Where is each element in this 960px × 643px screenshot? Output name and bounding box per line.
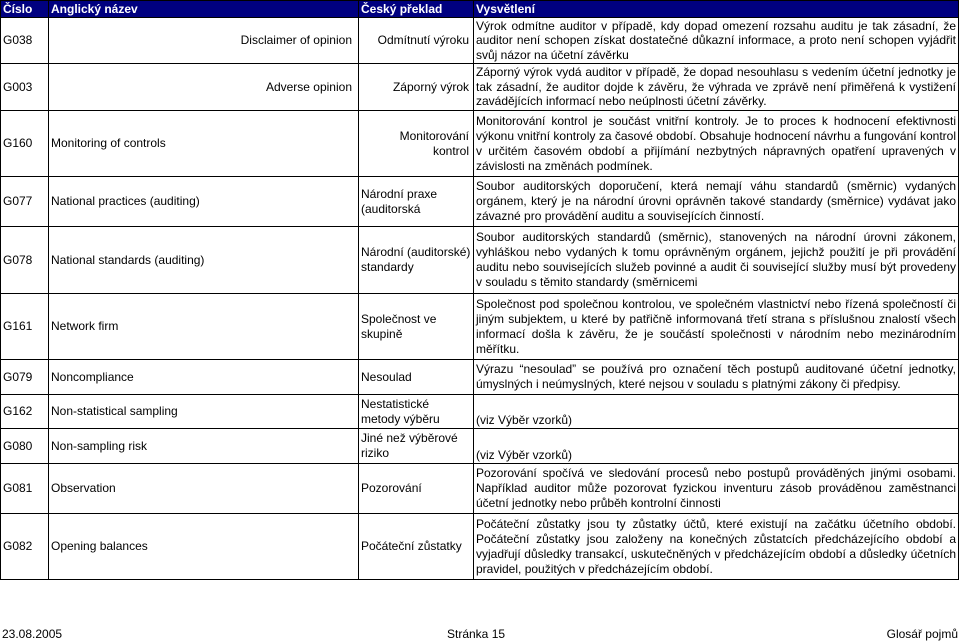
table-row [1,64,959,111]
table-row [1,429,959,464]
term-english: Non-statistical sampling [49,395,359,429]
term-code: G162 [1,395,49,429]
term-explanation: Počáteční zůstatky jsou ty zůstatky účtů, které existují na začátku účetního období. Počáteční zůstatky jsou založeny na konečných zůstatcích předcházejícího období a vyjadřují důsledky transakcí, uskutečněných v předcházejícím období a důsledky účetních pravidel, použitých v předcházejícím období. [474,514,959,580]
table-row [1,360,959,395]
header-english: Anglický název [49,1,359,18]
table-row [1,464,959,514]
header-explanation: Vysvětlení [474,1,959,18]
term-czech: Národní (auditorské) standardy [359,227,474,294]
table-row [1,395,959,429]
term-czech: Odmítnutí výroku [359,18,474,64]
term-code: G078 [1,227,49,294]
header-number: Číslo [1,1,49,18]
term-english: Monitoring of controls [49,111,359,177]
term-explanation: Monitorování kontrol je součást vnitřní kontroly. Je to proces k hodnocení efektivnosti výkonu vnitřní kontroly za časové období. Obsahuje hodnocení návrhu a fungování kontrol v určitém časovém období a přijímání nezbytných nápravných opatření upravených v závislosti na změnách podmínek. [474,111,959,177]
term-czech: Pozorování [359,464,474,514]
term-english: National practices (auditing) [49,177,359,227]
term-explanation: Výrok odmítne auditor v případě, kdy dopad omezení rozsahu auditu je tak zásadní, že auditor není schopen získat dostatečné důkazní informace, a proto není schopen vyjádřit svůj názor na účetní závěrku [474,18,959,64]
term-english: Network firm [49,294,359,360]
footer-date: 23.08.2005 [2,627,63,641]
term-code: G160 [1,111,49,177]
term-english: Opening balances [49,514,359,580]
term-explanation: (viz Výběr vzorků) [474,395,959,429]
term-code: G080 [1,429,49,464]
term-czech: Nesoulad [359,360,474,395]
term-explanation: Společnost pod společnou kontrolou, ve společném vlastnictví nebo řízená společností či jiným subjektem, u které by patřičně informovaná třetí strana s příslušnou znalostí všech informací došla k závěru, že je součástí společnosti v národním nebo mezinárodním měřítku. [474,294,959,360]
term-english: Observation [49,464,359,514]
table-header-row [1,1,959,18]
term-code: G082 [1,514,49,580]
term-english: Disclaimer of opinion [49,18,359,64]
term-english: Adverse opinion [49,64,359,111]
table-row [1,294,959,360]
term-explanation: Záporný výrok vydá auditor v případě, že dopad nesouhlasu s vedením účetní jednotky je tak zásadní, že auditor dojde k závěru, že výhrada ve zprávě není přiměřená k vystižení zavádějících informací nebo neúplnosti účetní závěrky. [474,64,959,111]
table-row [1,177,959,227]
term-czech: Nestatistické metody výběru [359,395,474,429]
term-code: G003 [1,64,49,111]
term-czech: Monitorování kontrol [359,111,474,177]
term-english: Noncompliance [49,360,359,395]
term-english: National standards (auditing) [49,227,359,294]
term-czech: Národní praxe (auditorská [359,177,474,227]
table-row [1,227,959,294]
table-row [1,111,959,177]
table-row [1,18,959,64]
term-code: G081 [1,464,49,514]
term-explanation: Výrazu “nesoulad” se používá pro označení těch postupů auditované účetní jednotky, úmyslných i neúmyslných, které nejsou v souladu s platnými zákony či předpisy. [474,360,959,395]
term-explanation: Soubor auditorských doporučení, která nemají váhu standardů (směrnic) vydaných orgánem, který je na národní úrovni oprávněn takové standardy (směrnice) vydávat jako závazné pro provádění auditu a souvisejících činností. [474,177,959,227]
term-code: G079 [1,360,49,395]
term-czech: Počáteční zůstatky [359,514,474,580]
table-row [1,514,959,580]
footer-title: Glosář pojmů [886,627,958,641]
term-english: Non-sampling risk [49,429,359,464]
term-czech: Jiné než výběrové riziko [359,429,474,464]
term-code: G077 [1,177,49,227]
term-czech: Záporný výrok [359,64,474,111]
term-code: G161 [1,294,49,360]
footer-page-number: Stránka 15 [447,627,506,641]
term-explanation: Soubor auditorských standardů (směrnic), stanovených na národní úrovni zákonem, vyhláškou nebo vydaných k tomu oprávněným orgánem, jejichž použití je při provádění auditu nebo souvisejících služeb povinné a audit či související služby musí být provedeny v souladu s těmito standardy (směrnicemi [474,227,959,294]
page-footer [0,627,960,643]
term-explanation: (viz Výběr vzorků) [474,429,959,464]
header-czech: Český překlad [359,1,474,18]
term-code: G038 [1,18,49,64]
term-explanation: Pozorování spočívá ve sledování procesů nebo postupů prováděných jinými osobami. Například auditor může pozorovat fyzickou inventuru zásob prováděnou zaměstnanci účetní jednotky nebo průběh kontrolní činnosti [474,464,959,514]
term-czech: Společnost ve skupině [359,294,474,360]
